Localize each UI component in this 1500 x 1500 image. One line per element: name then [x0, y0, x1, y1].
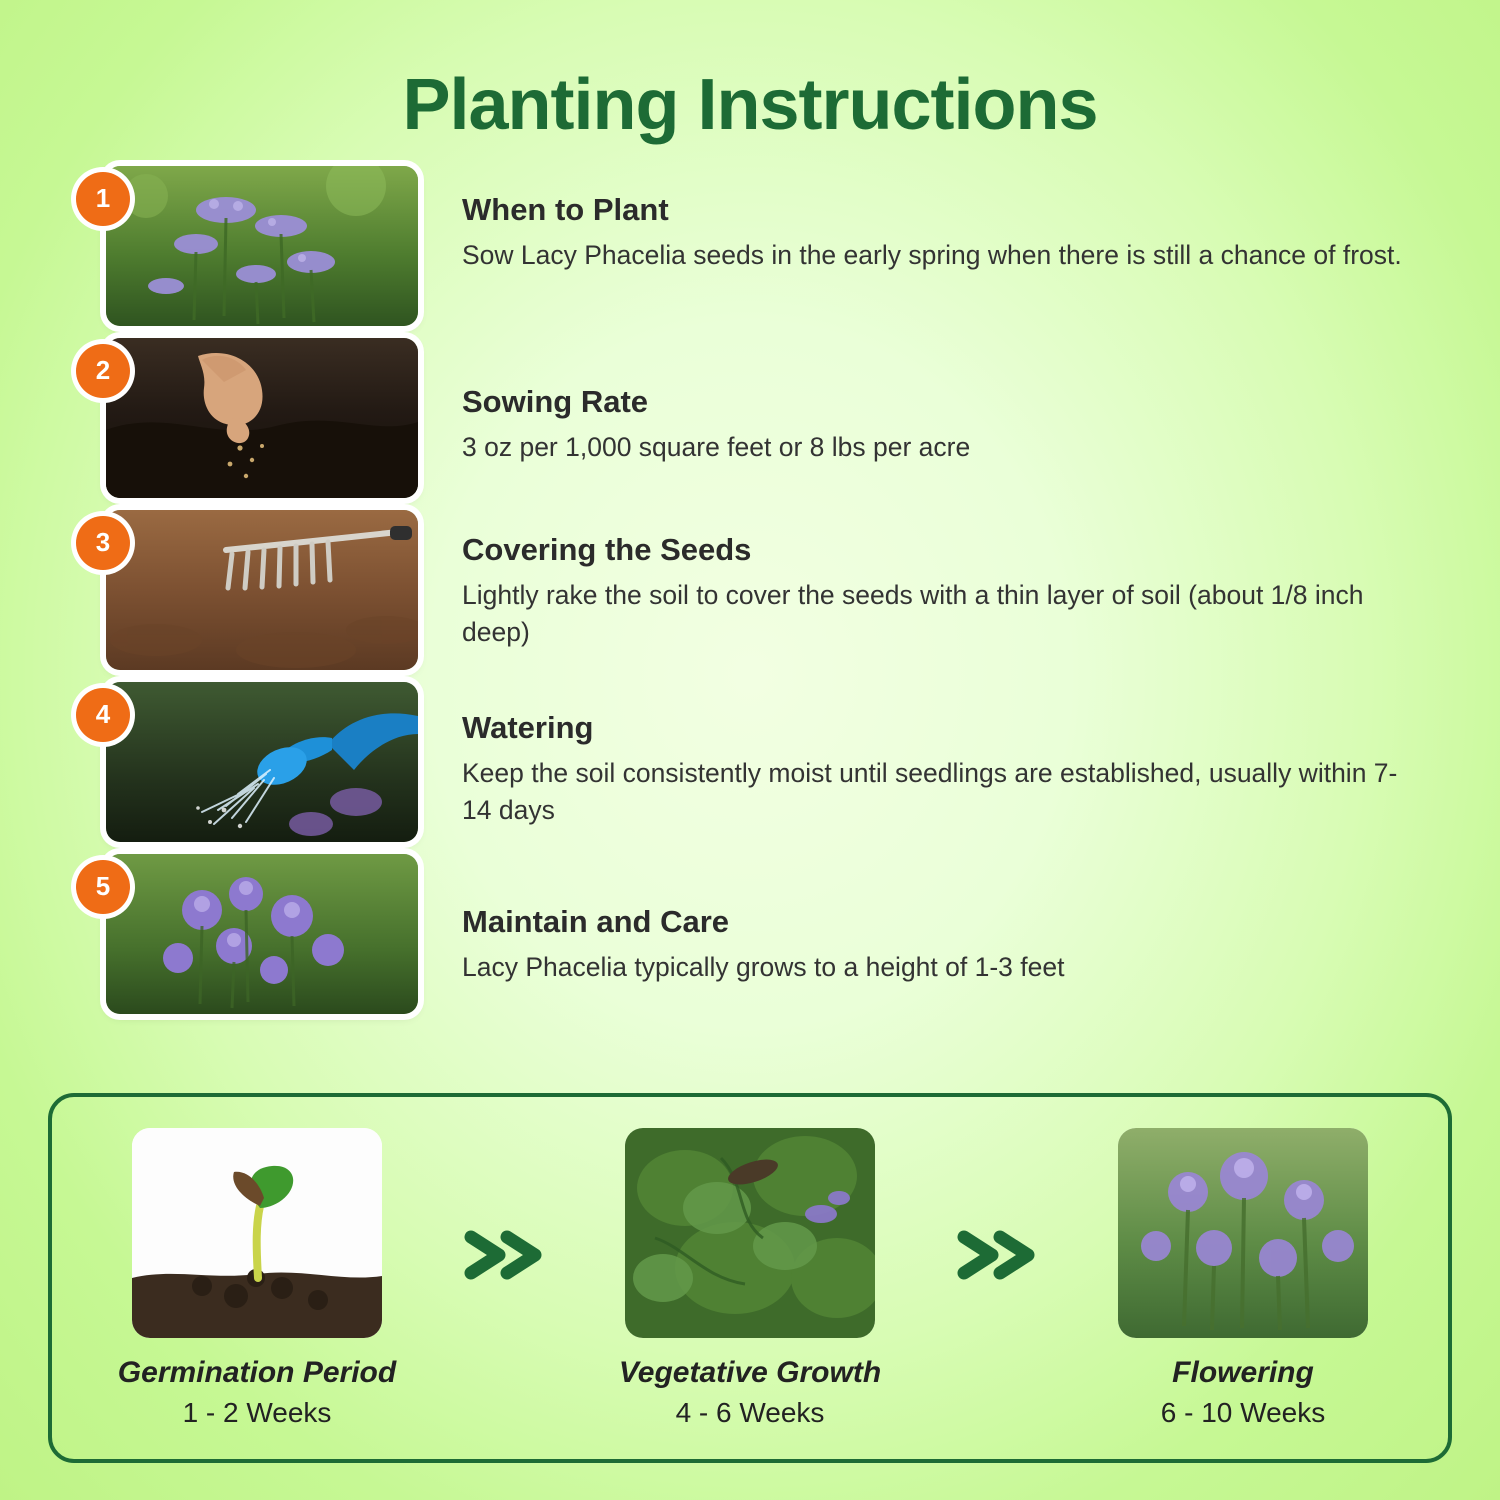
list-item — [88, 854, 1440, 1026]
step-text — [420, 166, 1440, 275]
list-item — [88, 510, 1440, 682]
timeline-image-foliage — [625, 1128, 875, 1338]
step-title: Sowing Rate — [462, 383, 649, 419]
timeline-stage-germination — [92, 1128, 422, 1429]
list-item — [88, 682, 1440, 854]
step-image-hand-sowing — [106, 338, 418, 498]
step-image-wrap — [88, 854, 420, 1014]
timeline-image-seedling — [132, 1128, 382, 1338]
step-number-badge: 5 — [76, 860, 130, 914]
step-body: Sow Lacy Phacelia seeds in the early spring when there is still a chance of frost. — [462, 239, 1402, 270]
step-body: Lightly rake the soil to cover the seeds with a thin layer of soil (about 1/8 inch deep) — [462, 579, 1364, 648]
timeline-stage-duration: 1 - 2 Weeks — [182, 1396, 332, 1428]
timeline-stage-duration: 6 - 10 Weeks — [1160, 1396, 1326, 1428]
timeline-image-flowering — [1118, 1128, 1368, 1338]
double-chevron-right-icon — [942, 1223, 1052, 1333]
step-image-phacelia-field — [106, 166, 418, 326]
timeline-stage-duration: 4 - 6 Weeks — [675, 1396, 825, 1428]
step-title: When to Plant — [462, 191, 669, 227]
page-title: Planting Instructions — [402, 65, 1098, 145]
step-image-wrap — [88, 338, 420, 510]
step-text — [420, 682, 1440, 830]
list-item — [88, 338, 1440, 510]
timeline-stage-vegetative — [585, 1128, 915, 1429]
list-item — [88, 166, 1440, 338]
step-body: Keep the soil consistently moist until seedlings are established, usually within 7-14 days — [462, 757, 1398, 826]
timeline-stage-flowering — [1078, 1128, 1408, 1429]
step-number-badge: 2 — [76, 344, 130, 398]
step-title: Watering — [462, 709, 594, 745]
step-image-wrap — [88, 166, 420, 338]
step-image-watering-can — [106, 682, 418, 842]
step-body: Lacy Phacelia typically grows to a height of 1-3 feet — [462, 951, 1065, 982]
step-text — [420, 510, 1440, 652]
timeline-stage-name: Vegetative Growth — [618, 1355, 882, 1389]
step-body: 3 oz per 1,000 square feet or 8 lbs per acre — [462, 431, 971, 462]
timeline-stage-name: Germination Period — [117, 1355, 397, 1389]
step-number-badge: 4 — [76, 688, 130, 742]
step-image-wrap — [88, 682, 420, 854]
growth-timeline — [48, 1093, 1452, 1463]
steps-list — [0, 166, 1500, 1026]
step-number-badge: 3 — [76, 516, 130, 570]
double-chevron-right-icon — [449, 1223, 559, 1333]
step-image-rake-soil — [106, 510, 418, 670]
step-number-badge: 1 — [76, 172, 130, 226]
step-image-wrap — [88, 510, 420, 682]
step-title: Maintain and Care — [462, 903, 729, 939]
step-text — [420, 338, 1440, 467]
step-text — [420, 854, 1440, 987]
timeline-stage-name: Flowering — [1172, 1355, 1314, 1389]
step-title: Covering the Seeds — [462, 531, 752, 567]
step-image-phacelia-blooms — [106, 854, 418, 1014]
